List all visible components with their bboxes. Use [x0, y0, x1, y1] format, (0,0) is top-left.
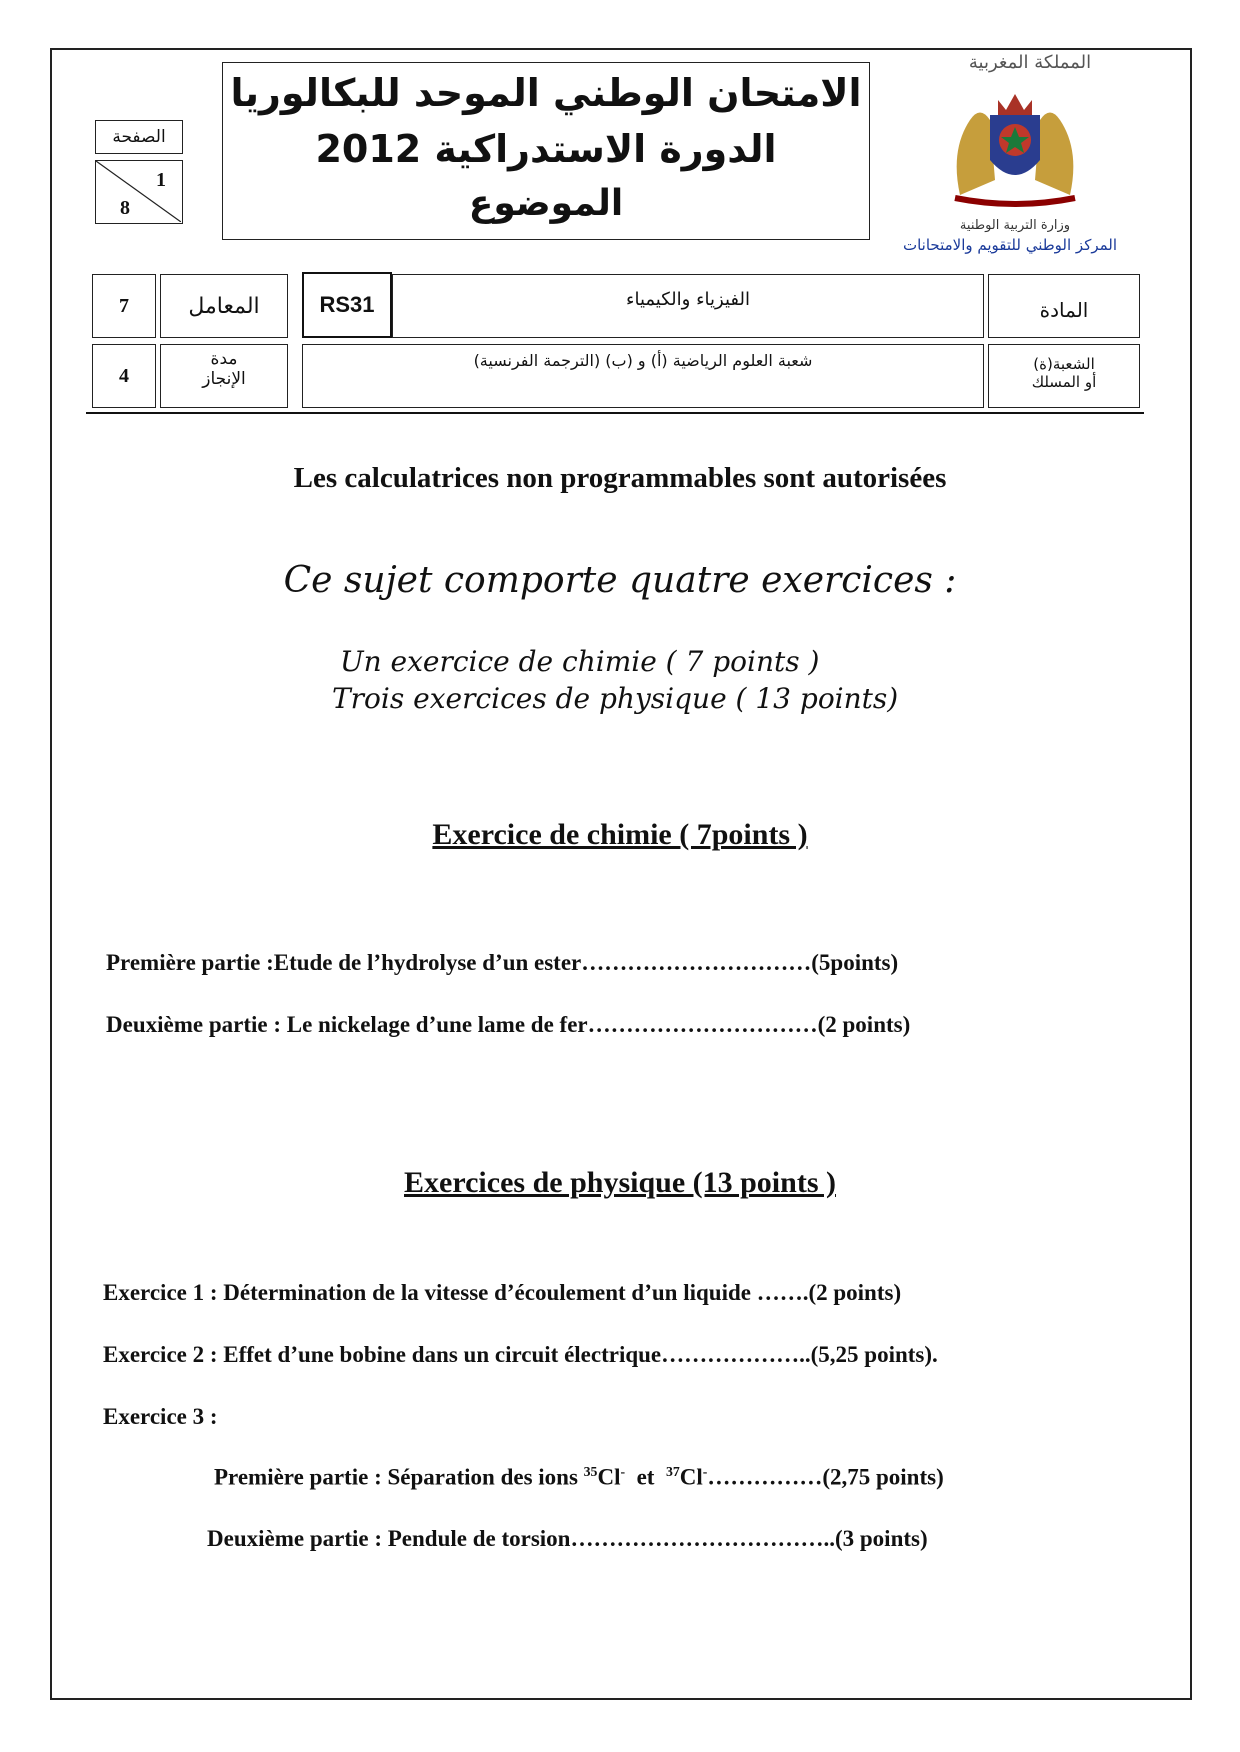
isotope1-mass: 35	[583, 1464, 598, 1479]
evaluation-center-label: المركز الوطني للتقويم والامتحانات	[902, 236, 1118, 254]
isotope1-charge: -	[620, 1464, 626, 1479]
subject-code: RS31	[302, 272, 392, 338]
ministry-label: وزارة التربية الوطنية	[959, 218, 1071, 233]
physics-exercise2: Exercice 2 : Effet d’une bobine dans un circuit électrique………………..(5,25 points).	[103, 1342, 938, 1367]
exercise3-part2: Deuxième partie : Pendule de torsion……………………………..(3 points)	[207, 1526, 928, 1551]
duration-label-line1: مدة	[210, 349, 238, 369]
exercise3-part1-suffix: ……………(2,75 points)	[707, 1464, 944, 1490]
subject-label: المادة	[988, 274, 1140, 338]
physics-heading: Exercices de physique (13 points )	[404, 1166, 836, 1199]
coat-of-arms-icon	[940, 80, 1090, 210]
page-label: الصفحة	[95, 120, 183, 154]
branch-label-line1: الشعبة(ة)	[1033, 355, 1095, 373]
duration-label-line2: الإنجاز	[202, 369, 246, 389]
chemistry-heading: Exercice de chimie ( 7points )	[432, 818, 808, 851]
branch-value: شعبة العلوم الرياضية (أ) و (ب) (الترجمة الفرنسية)	[302, 344, 984, 408]
page-number-box	[95, 160, 183, 224]
page-total: 8	[120, 197, 130, 219]
physics-exercise3: Exercice 3 :	[103, 1404, 218, 1429]
exercise3-and: et	[636, 1464, 655, 1490]
exam-title-box	[222, 62, 870, 240]
kingdom-label: المملكة المغربية	[968, 52, 1092, 73]
exercise3-part1	[214, 1464, 944, 1491]
coefficient-value: 7	[92, 274, 156, 338]
exam-subject-line: الموضوع	[468, 183, 624, 224]
subject-value: الفيزياء والكيمياء	[392, 274, 984, 338]
intro-physics: Trois exercices de physique ( 13 points)	[332, 682, 899, 715]
chemistry-part2: Deuxième partie : Le nickelage d’une lame de fer…………………………(2 points)	[106, 1012, 911, 1037]
branch-label-cell	[988, 344, 1140, 408]
page-current: 1	[156, 169, 166, 191]
exercise3-part1-prefix: Première partie : Séparation des ions	[214, 1464, 578, 1490]
isotope1-symbol: Cl	[597, 1464, 621, 1490]
isotope2-mass: 37	[665, 1464, 680, 1479]
calculators-notice: Les calculatrices non programmables sont autorisées	[293, 462, 947, 494]
exam-title-line1: الامتحان الوطني الموحد للبكالوريا	[230, 71, 862, 115]
coefficient-label: المعامل	[160, 274, 288, 338]
isotope2-charge: -	[702, 1464, 708, 1479]
physics-exercise1: Exercice 1 : Détermination de la vitesse d’écoulement d’un liquide …….(2 points)	[103, 1280, 902, 1305]
isotope2-symbol: Cl	[679, 1464, 703, 1490]
duration-value: 4	[92, 344, 156, 408]
intro-line: Ce sujet comporte quatre exercices :	[283, 560, 957, 601]
header-divider	[86, 412, 1144, 414]
diagonal-divider-icon	[96, 161, 181, 222]
chemistry-part1: Première partie :Etude de l’hydrolyse d’un ester…………………………(5points)	[106, 950, 899, 975]
exam-session-line: الدورة الاستدراكية 2012	[315, 127, 777, 171]
branch-label-line2: أو المسلك	[1031, 373, 1097, 391]
duration-label-cell	[160, 344, 288, 408]
intro-chemistry: Un exercice de chimie ( 7 points )	[340, 645, 820, 678]
